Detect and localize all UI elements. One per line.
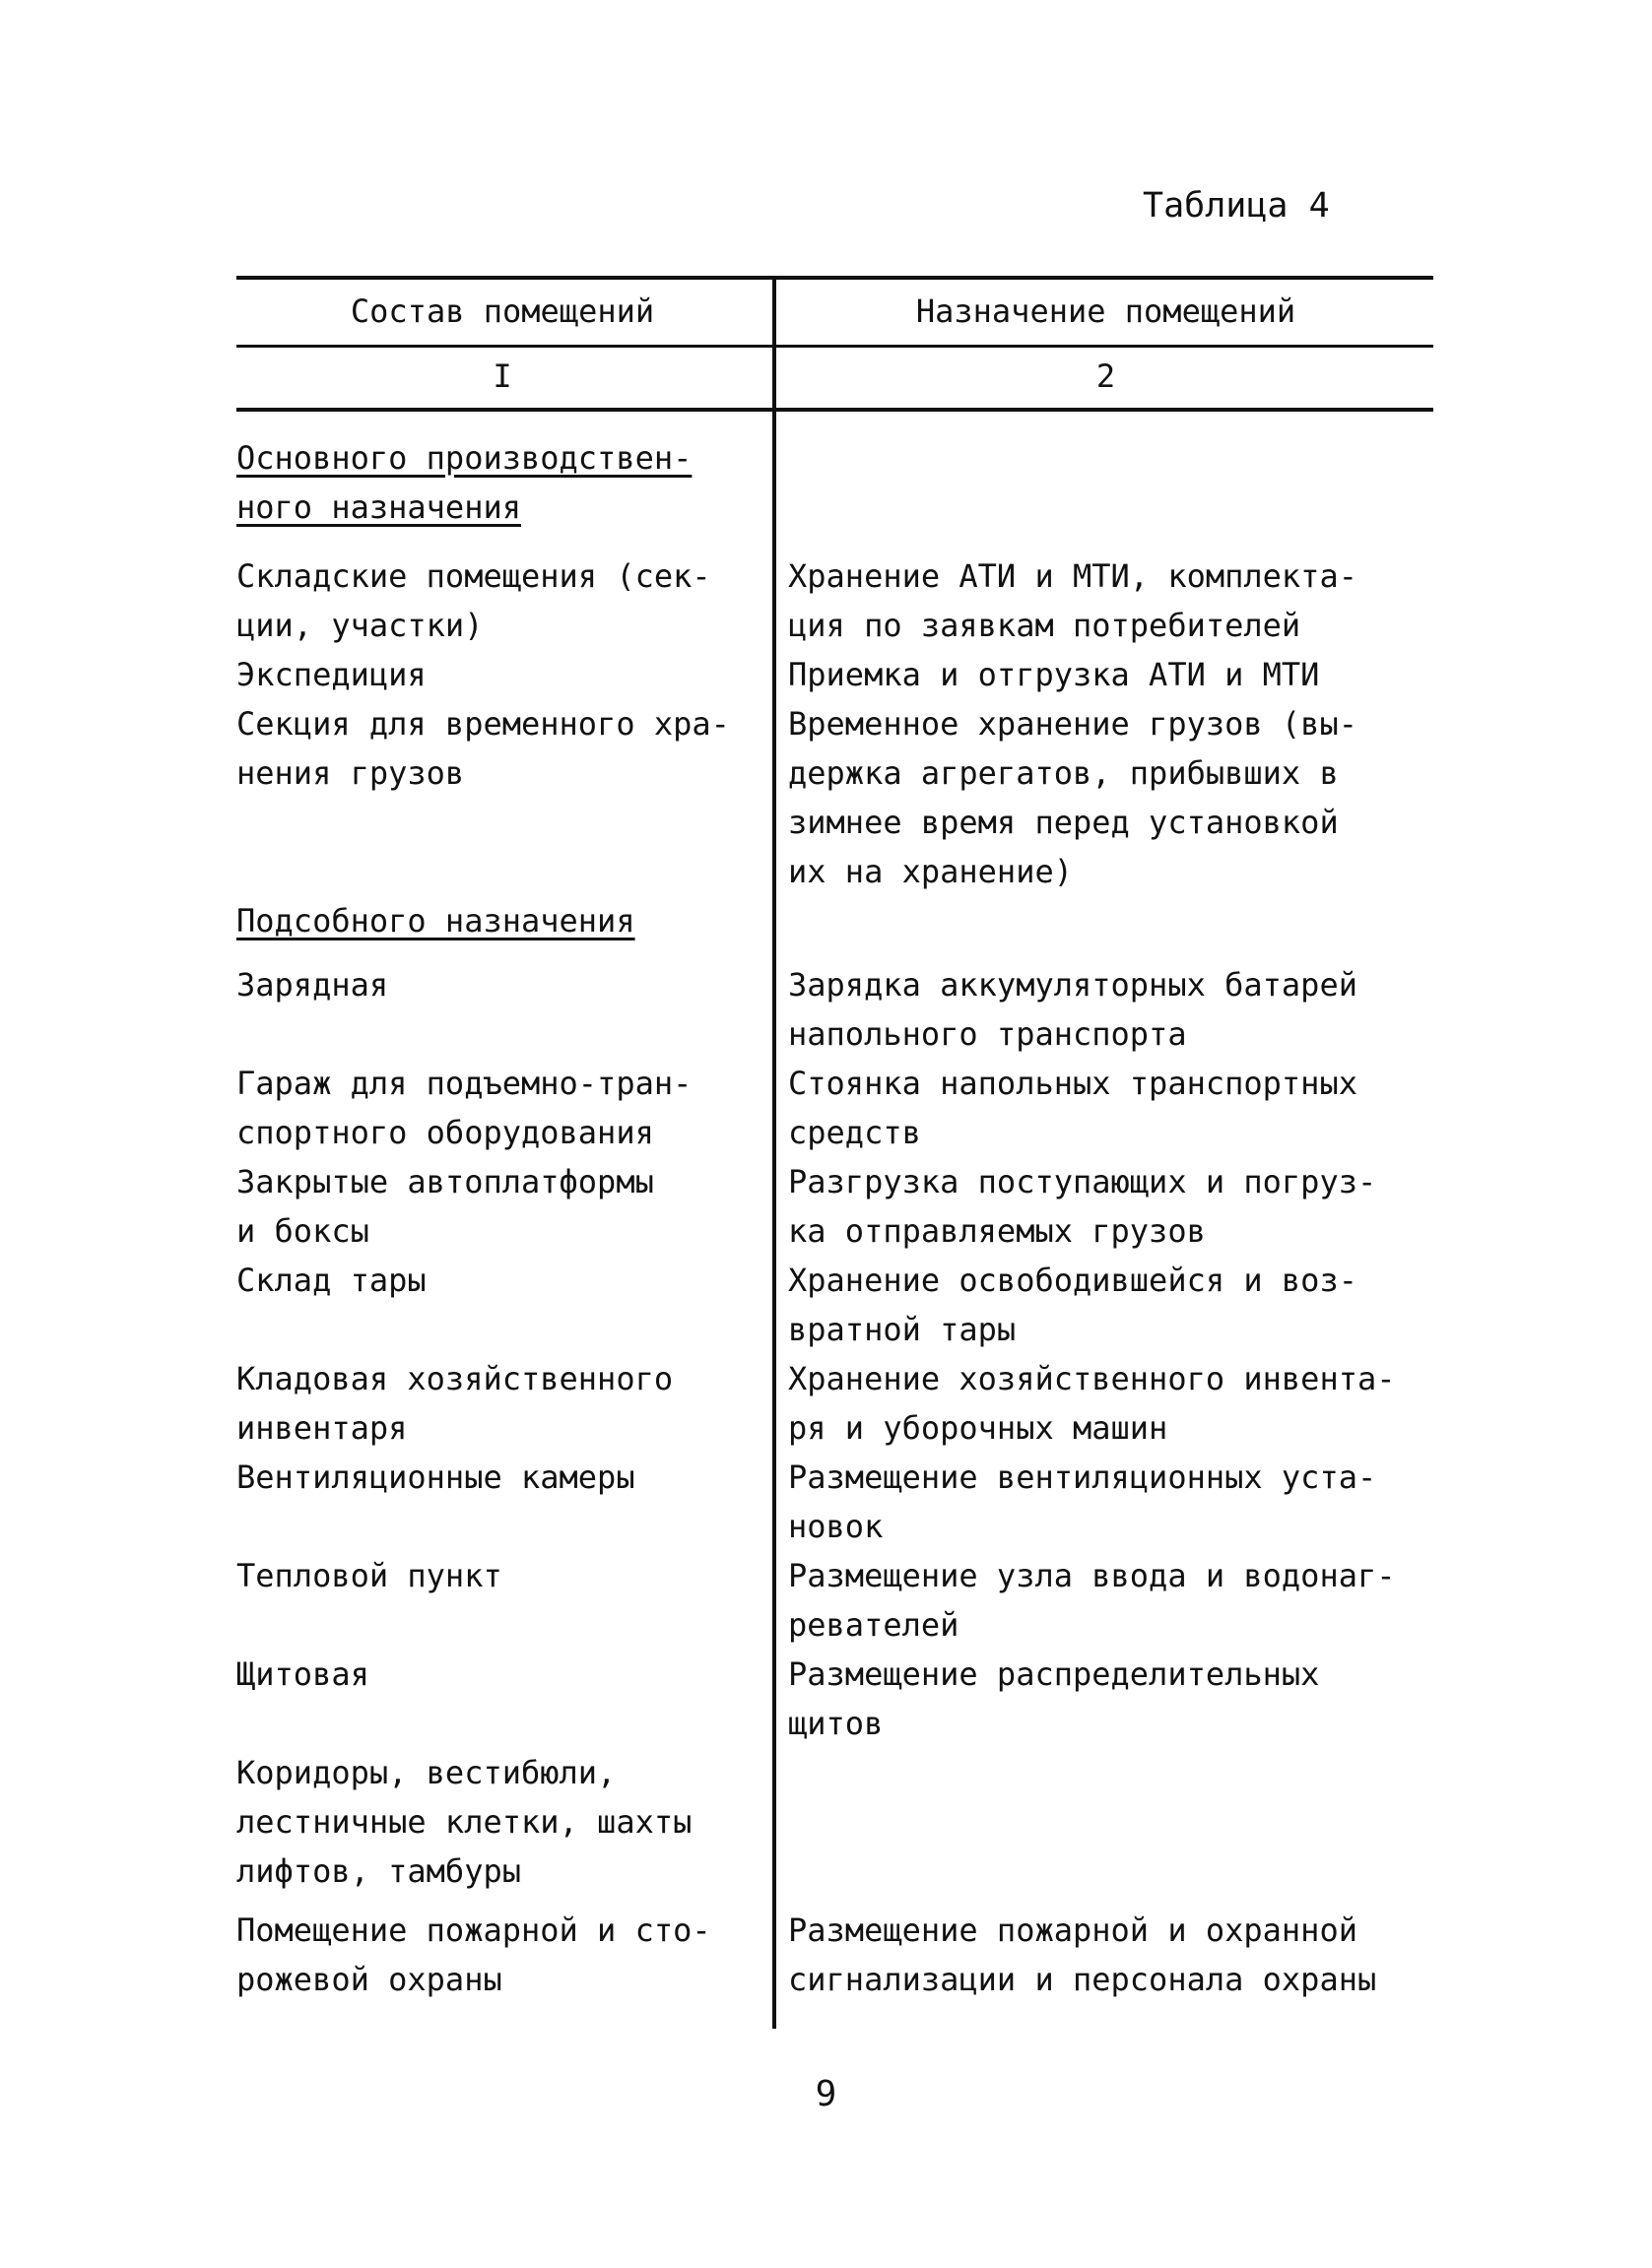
- section-heading-auxiliary: Подсобного назначения: [236, 902, 635, 940]
- row-11-purpose: Размещение распределительных щитов: [788, 1655, 1320, 1742]
- row-5-purpose: Стоянка напольных транспортных средств: [788, 1065, 1357, 1151]
- row-1-room: Складские помещения (сек- ции, участки): [236, 557, 711, 644]
- table-caption: Таблица 4: [1143, 186, 1330, 226]
- row-4-room: Зарядная: [236, 966, 389, 1004]
- row-12-room: Коридоры, вестибюли, лестничные клетки, шахты лифтов, тамбуры: [236, 1754, 693, 1890]
- header-rule: [236, 345, 1433, 348]
- row-8-room: Кладовая хозяйственного инвентаря: [236, 1360, 674, 1447]
- row-10-purpose: Размещение узла ввода и водонаг- ревателей: [788, 1557, 1396, 1644]
- row-10-room: Тепловой пункт: [236, 1557, 502, 1594]
- section-heading-main: Основного производствен- ного назначения: [236, 439, 693, 526]
- row-4-purpose: Зарядка аккумуляторных батарей напольного транспорта: [788, 966, 1357, 1053]
- row-2-purpose: Приемка и отгрузка АТИ и МТИ: [788, 656, 1320, 693]
- row-1-purpose: Хранение АТИ и МТИ, комплекта- ция по заявкам потребителей: [788, 557, 1357, 644]
- row-3-room: Секция для временного хра- нения грузов: [236, 705, 730, 792]
- column-header-room-composition: Состав помещений: [350, 292, 655, 330]
- column-number-1: I: [493, 357, 512, 395]
- column-header-room-purpose: Назначение помещений: [915, 292, 1296, 330]
- row-13-room: Помещение пожарной и сто- рожевой охраны: [236, 1912, 711, 1998]
- row-2-room: Экспедиция: [236, 656, 427, 693]
- table-top-rule: [236, 276, 1433, 280]
- row-13-purpose: Размещение пожарной и охранной сигнализации и персонала охраны: [788, 1912, 1377, 1998]
- column-number-2: 2: [1095, 357, 1116, 395]
- row-6-room: Закрытые автоплатформы и боксы: [236, 1163, 654, 1250]
- row-11-room: Щитовая: [236, 1655, 369, 1693]
- row-9-room: Вентиляционные камеры: [236, 1458, 635, 1496]
- row-3-purpose: Временное хранение грузов (вы- держка агрегатов, прибывших в зимнее время перед установкой их на хранение): [788, 705, 1357, 890]
- row-7-room: Склад тары: [236, 1262, 427, 1299]
- row-7-purpose: Хранение освободившейся и воз- вратной тары: [788, 1262, 1357, 1348]
- column-number-rule: [236, 408, 1433, 412]
- row-6-purpose: Разгрузка поступающих и погруз- ка отправляемых грузов: [788, 1163, 1377, 1250]
- page-number: 9: [815, 2074, 837, 2114]
- row-9-purpose: Размещение вентиляционных уста- новок: [788, 1458, 1377, 1545]
- row-5-room: Гараж для подъемно-тран- спортного оборудования: [236, 1065, 693, 1151]
- row-8-purpose: Хранение хозяйственного инвента- ря и уборочных машин: [788, 1360, 1396, 1447]
